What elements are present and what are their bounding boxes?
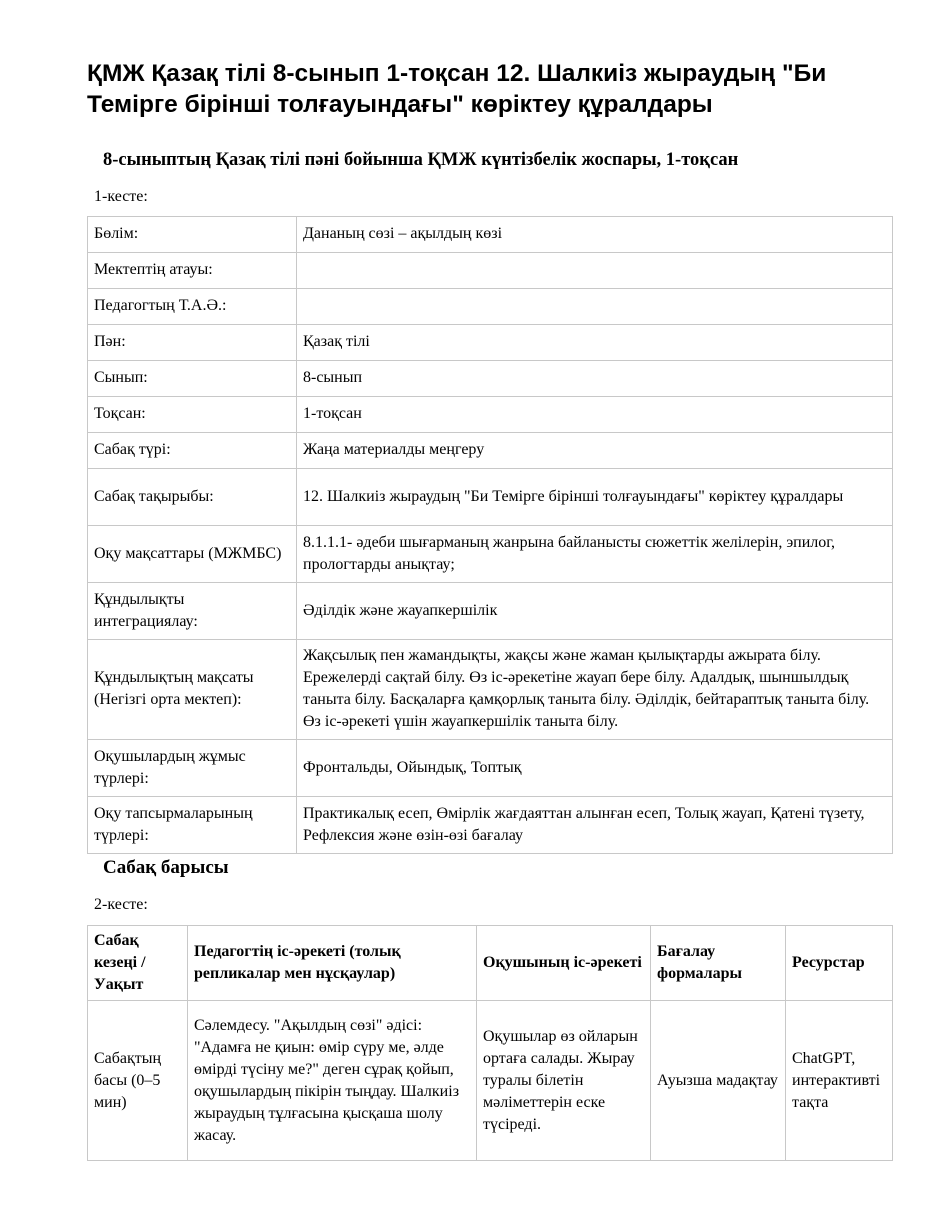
row-value: Қазақ тілі	[297, 325, 893, 361]
row-label: Сынып:	[88, 361, 297, 397]
table-row	[88, 797, 893, 854]
stage-cell: Сабақтың басы (0–5 мин)	[88, 1001, 188, 1161]
column-header-assessment: Бағалау формалары	[651, 926, 786, 1001]
plan-heading: 8-сыныптың Қазақ тілі пәні бойынша ҚМЖ күнтізбелік жоспары, 1-тоқсан	[103, 150, 739, 170]
assessment-cell: Ауызша мадақтау	[651, 1001, 786, 1161]
table2-caption: 2-кесте:	[94, 896, 148, 913]
column-header-teacher: Педагогтің іс-әрекеті (толық репликалар мен нұсқаулар)	[188, 926, 477, 1001]
table-row	[88, 583, 893, 640]
table-row	[88, 1001, 893, 1161]
row-label: Педагогтың Т.А.Ә.:	[88, 289, 297, 325]
row-label: Құндылықты интеграциялау:	[88, 583, 297, 640]
row-value: Дананың сөзі – ақылдың көзі	[297, 217, 893, 253]
table-row	[88, 397, 893, 433]
row-value: Әділдік және жауапкершілік	[297, 583, 893, 640]
row-value: 1-тоқсан	[297, 397, 893, 433]
row-value	[297, 253, 893, 289]
table-row	[88, 526, 893, 583]
row-value: Практикалық есеп, Өмірлік жағдаяттан алынған есеп, Толық жауап, Қатені түзету, Рефлексия және өзін-өзі бағалау	[297, 797, 893, 854]
table-row	[88, 640, 893, 740]
row-label: Тоқсан:	[88, 397, 297, 433]
teacher-cell: Сәлемдесу. "Ақылдың сөзі" әдісі: "Адамға не қиын: өмір сүру ме, әлде өмірді түсіну ме?" деген сұрақ қойып, оқушылардың пікірін тыңдау. Шалкиіз жыраудың тұлғасына қысқаша шолу жасау.	[188, 1001, 477, 1161]
row-label: Мектептің атауы:	[88, 253, 297, 289]
column-header-student: Оқушының іс-әрекеті	[477, 926, 651, 1001]
row-label: Сабақ түрі:	[88, 433, 297, 469]
resources-cell: ChatGPT, интерактивті тақта	[786, 1001, 893, 1161]
row-value: Жақсылық пен жамандықты, жақсы және жаман қылықтарды ажырата білу. Ережелерді сақтай білу. Өз іс-әрекетіне жауап бере білу. Адалдық, шыншылдық таныта білу. Басқаларға қамқорлық таныта білу. Әділдік, бейтараптық таныта білу. Өз іс-әрекеті үшін жауапкершілік таныта білу.	[297, 640, 893, 740]
table-row	[88, 469, 893, 526]
row-label: Оқу тапсырмаларының түрлері:	[88, 797, 297, 854]
row-value: 8-сынып	[297, 361, 893, 397]
table-row	[88, 217, 893, 253]
table-row	[88, 325, 893, 361]
table-row	[88, 289, 893, 325]
lesson-plan-table	[87, 925, 893, 1161]
table-row	[88, 433, 893, 469]
row-value: Фронтальды, Ойындық, Топтық	[297, 740, 893, 797]
table-header-row	[88, 926, 893, 1001]
student-cell: Оқушылар өз ойларын ортаға салады. Жырау туралы білетін мәліметтерін еске түсіреді.	[477, 1001, 651, 1161]
row-label: Оқушылардың жұмыс түрлері:	[88, 740, 297, 797]
table-row	[88, 253, 893, 289]
table-row	[88, 740, 893, 797]
table-row	[88, 361, 893, 397]
row-label: Пән:	[88, 325, 297, 361]
column-header-stage: Сабақ кезеңі / Уақыт	[88, 926, 188, 1001]
column-header-resources: Ресурстар	[786, 926, 893, 1001]
table1-caption: 1-кесте:	[94, 188, 148, 205]
lesson-heading: Сабақ барысы	[103, 857, 229, 878]
lesson-info-table	[87, 216, 893, 854]
row-label: Сабақ тақырыбы:	[88, 469, 297, 526]
row-label: Құндылықтың мақсаты (Негізгі орта мектеп):	[88, 640, 297, 740]
row-label: Оқу мақсаттары (МЖМБС)	[88, 526, 297, 583]
row-value: 8.1.1.1- әдеби шығарманың жанрына байланысты сюжеттік желілерін, эпилог, прологтарды анықтау;	[297, 526, 893, 583]
page-title: ҚМЖ Қазақ тілі 8-сынып 1-тоқсан 12. Шалкиіз жыраудың "Би Темірге бірінші толғауындағы" көріктеу құралдары	[87, 60, 827, 118]
row-value: 12. Шалкиіз жыраудың "Би Темірге бірінші толғауындағы" көріктеу құралдары	[297, 469, 893, 526]
row-value: Жаңа материалды меңгеру	[297, 433, 893, 469]
row-label: Бөлім:	[88, 217, 297, 253]
row-value	[297, 289, 893, 325]
